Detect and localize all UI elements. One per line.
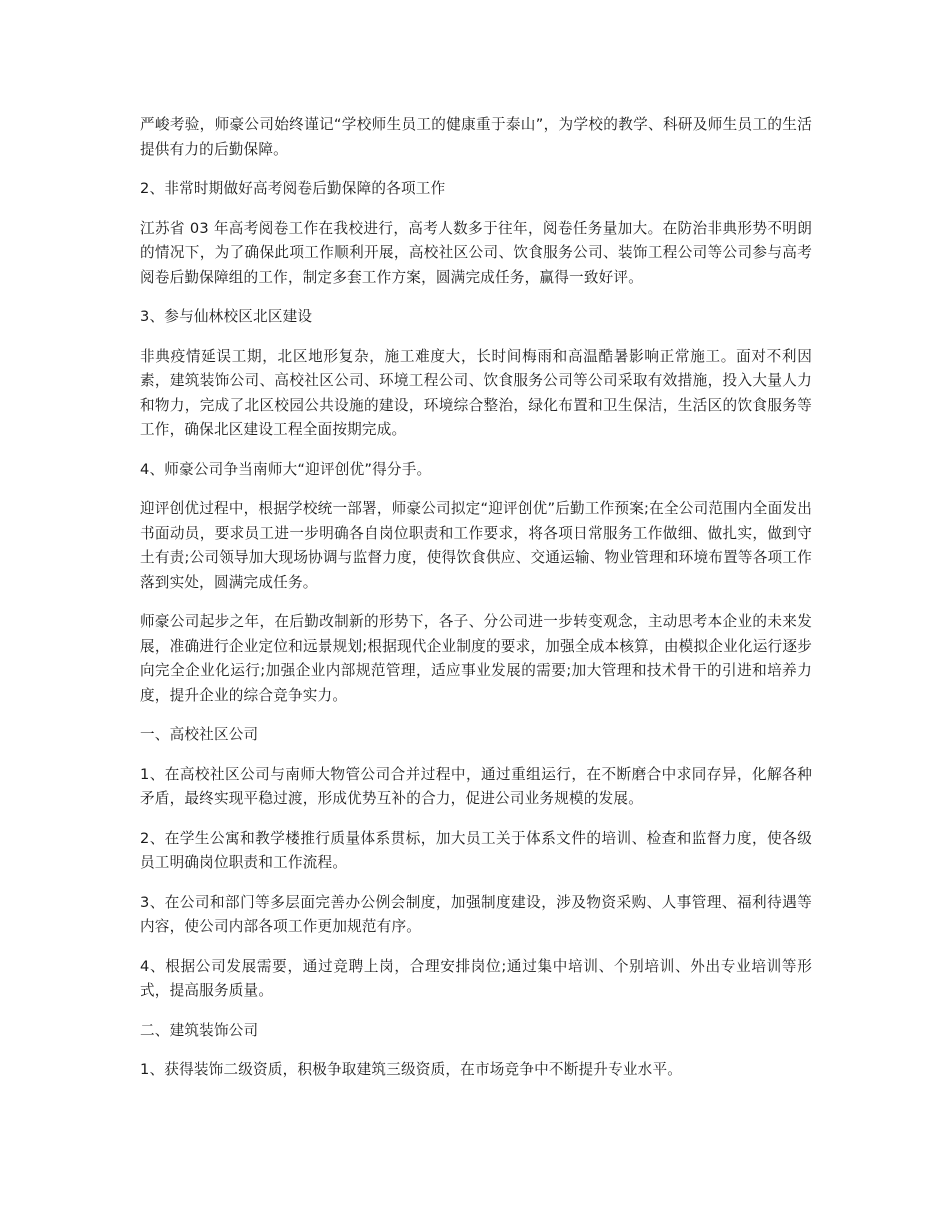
section-heading: 一、高校社区公司 [140,726,259,743]
document-body [140,113,812,1098]
paragraph: 3、在公司和部门等多层面完善办公例会制度，加强制度建设，涉及物资采购、人事管理、福利待遇等内容，使公司内部各项工作更加规范有序。 [140,893,812,935]
section-heading: 4、师豪公司争当南师大“迎评创优”得分手。 [140,460,432,478]
section-heading: 二、建筑装饰公司 [140,1021,259,1039]
paragraph: 非典疫情延误工期，北区地形复杂，施工难度大，长时间梅雨和高温酷暑影响正常施工。面对不利因素，建筑装饰公司、高校社区公司、环境工程公司、饮食服务公司等公司采取有效措施，投入大量人力和物力，完成了北区校园公共设施的建设，环境综合整治，绿化布置和卫生保洁，生活区的饮食服务等工作，确保北区建设工程全面按期完成。 [140,347,812,438]
paragraph: 江苏省 03 年高考阅卷工作在我校进行，高考人数多于往年，阅卷任务量加大。在防治非典形势不明朗的情况下，为了确保此项工作顺利开展，高校社区公司、饮食服务公司、装饰工程公司等公司参与高考阅卷后勤保障组的工作，制定多套工作方案，圆满完成任务，赢得一致好评。 [140,219,812,286]
section-heading: 3、参与仙林校区北区建设 [140,308,313,325]
paragraph: 迎评创优过程中，根据学校统一部署，师豪公司拟定“迎评创优”后勤工作预案;在全公司范围内全面发出书面动员，要求员工进一步明确各自岗位职责和工作要求，将各项日常服务工作做细、做扎实，做到守土有责;公司领导加大现场协调与监督力度，使得饮食供应、交通运输、物业管理和环境布置等各项工作落到实处，圆满完成任务。 [140,500,812,591]
paragraph: 师豪公司起步之年，在后勤改制新的形势下，各子、分公司进一步转变观念，主动思考本企业的未来发展，准确进行企业定位和远景规划;根据现代企业制度的要求，加强全成本核算，由模拟企业化运行逐步向完全企业化运行;加强企业内部规范管理，适应事业发展的需要;加大管理和技术骨干的引进和培养力度，提升企业的综合竞争实力。 [140,613,812,704]
paragraph: 2、在学生公寓和教学楼推行质量体系贯标，加大员工关于体系文件的培训、检查和监督力度，使各级员工明确岗位职责和工作流程。 [140,829,812,871]
paragraph: 严峻考验，师豪公司始终谨记“学校师生员工的健康重于泰山”，为学校的教学、科研及师生员工的生活提供有力的后勤保障。 [140,116,812,158]
paragraph: 4、根据公司发展需要，通过竞聘上岗，合理安排岗位;通过集中培训、个别培训、外出专业培训等形式，提高服务质量。 [140,957,812,999]
paragraph: 1、在高校社区公司与南师大物管公司合并过程中，通过重组运行，在不断磨合中求同存异，化解各种矛盾，最终实现平稳过渡，形成优势互补的合力，促进公司业务规模的发展。 [140,765,812,807]
paragraph: 1、获得装饰二级资质，积极争取建筑三级资质，在市场竞争中不断提升专业水平。 [140,1061,683,1078]
section-heading: 2、非常时期做好高考阅卷后勤保障的各项工作 [140,180,446,197]
